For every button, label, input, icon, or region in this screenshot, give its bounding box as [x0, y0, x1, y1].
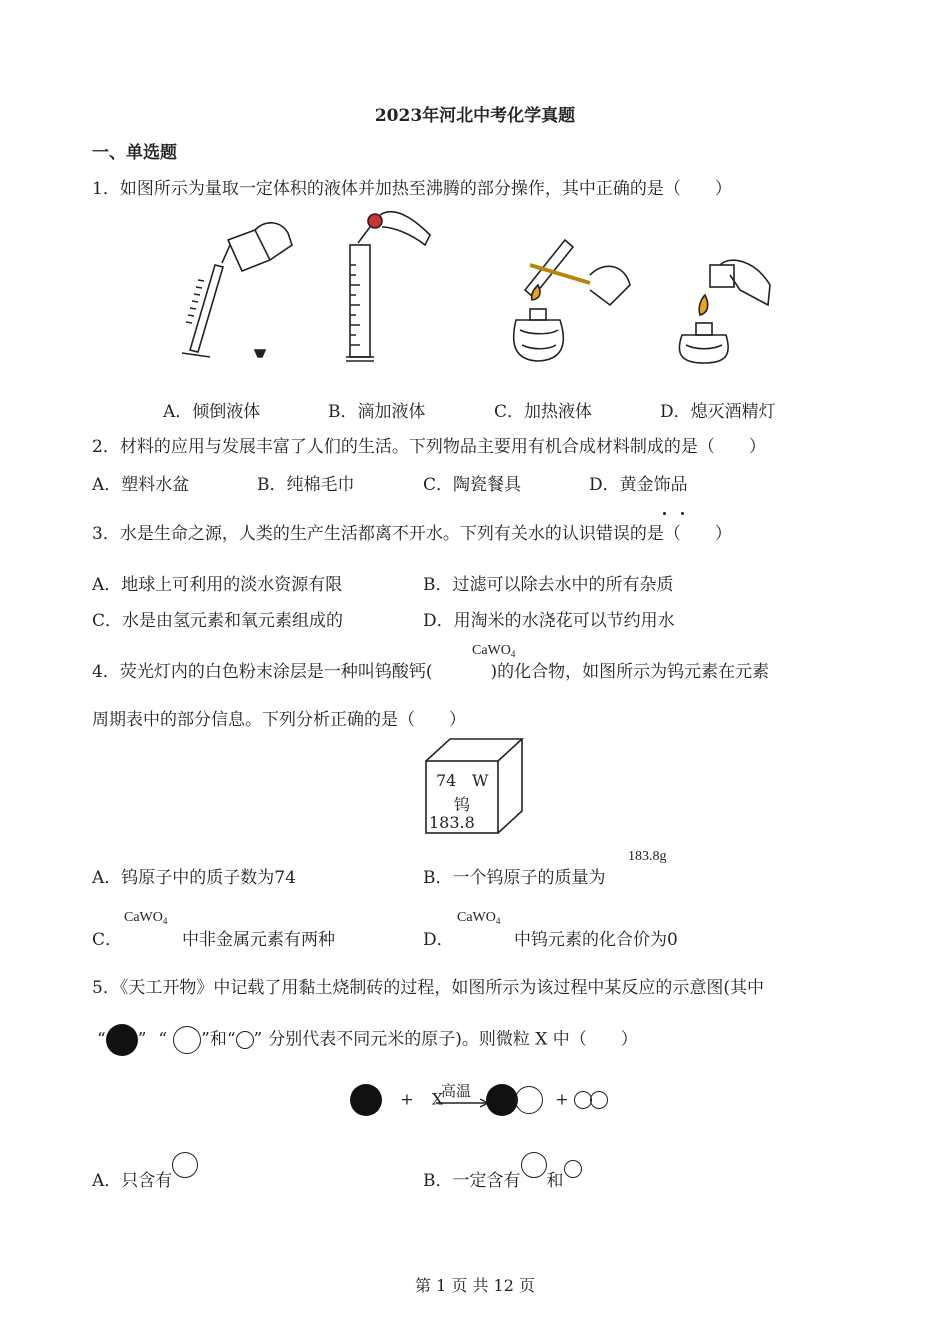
question-5-stem-line2: “ ” “ ”和“ ” 分别代表不同元米的原子)。则微粒 X 中（ ）	[97, 1024, 638, 1056]
q3-option-d: D．用淘米的水浇花可以节约用水	[423, 611, 675, 631]
q1-option-b: B．滴加液体	[328, 402, 426, 422]
q1-option-d: D．熄灭酒精灯	[660, 402, 776, 422]
q5-option-a: A．只含有	[92, 1152, 198, 1191]
small-white-atom-icon	[236, 1031, 254, 1049]
small-white-atom-icon	[574, 1091, 592, 1109]
q2-option-b: B．纯棉毛巾	[257, 475, 355, 495]
question-1-stem: 1．如图所示为量取一定体积的液体并加热至沸腾的部分操作，其中正确的是（ ）	[92, 179, 732, 199]
element-mass: 183.8	[429, 813, 475, 832]
q1-option-a: A．倾倒液体	[163, 402, 261, 422]
q4-option-d-label: D．	[423, 930, 454, 950]
question-2-stem: 2．材料的应用与发展丰富了人们的生活。下列物品主要用有机合成材料制成的是（ ）	[92, 437, 766, 457]
emphasis-dot	[681, 512, 684, 515]
section-heading: 一、单选题	[92, 143, 177, 163]
q1-option-c: C．加热液体	[494, 402, 593, 422]
element-number: 74	[436, 771, 457, 790]
figure-c-heating-liquid	[514, 240, 630, 361]
reaction-arrow	[436, 1098, 492, 1108]
q3-option-b: B．过滤可以除去水中的所有杂质	[423, 575, 674, 595]
small-white-atom-icon	[564, 1160, 582, 1178]
reaction-products: +	[486, 1084, 608, 1120]
q5-option-b: B．一定含有 和	[423, 1152, 582, 1191]
figure-a-pouring-liquid	[182, 223, 292, 357]
q3-option-c: C．水是由氢元素和氧元素组成的	[92, 611, 344, 631]
large-white-atom-icon	[172, 1152, 198, 1178]
q4-option-d-formula: CaWO$_4$	[457, 910, 501, 926]
q2-option-d: D．黄金饰品	[589, 475, 688, 495]
large-white-atom-icon	[173, 1026, 201, 1054]
question-4-stem-line1	[92, 657, 769, 682]
page-title: 2023年河北中考化学真题	[374, 106, 576, 126]
q4-stem-b: )的化合物，如图所示为钨元素在元素	[490, 662, 770, 682]
element-name: 钨	[454, 795, 471, 814]
large-white-atom-icon	[515, 1086, 543, 1114]
large-white-atom-icon	[521, 1152, 547, 1178]
small-white-atom-icon	[590, 1091, 608, 1109]
q4-option-a: A．钨原子中的质子数为74	[92, 868, 296, 888]
q4-formula-cawo4: CaWO$_4$	[472, 643, 516, 659]
q3-option-a: A．地球上可利用的淡水资源有限	[92, 575, 343, 595]
question-3-stem: 3．水是生命之源，人类的生产生活都离不开水。下列有关水的认识错误的是（ ）	[92, 524, 732, 544]
q4-option-c-text: 中非金属元素有两种	[182, 930, 335, 950]
emphasis-dot	[663, 512, 666, 515]
reaction-equation: + X	[350, 1084, 443, 1120]
q4-option-b-mass: 183.8g	[628, 849, 667, 864]
question-1-figure	[170, 205, 790, 375]
q4-option-c-formula: CaWO$_4$	[124, 910, 168, 926]
reaction-condition: 高温	[441, 1082, 472, 1100]
question-4-stem-line2: 周期表中的部分信息。下列分析正确的是（ ）	[92, 710, 466, 730]
black-atom-icon	[106, 1024, 138, 1056]
page-footer: 第 1 页 共 12 页	[415, 1276, 535, 1295]
element-symbol: W	[472, 771, 489, 790]
q4-option-b: B．一个钨原子的质量为	[423, 868, 606, 888]
q4-stem-a: 4．荧光灯内的白色粉末涂层是一种叫钨酸钙(	[92, 662, 433, 682]
q4-option-d-text: 中钨元素的化合价为0	[514, 930, 678, 950]
q2-option-c: C．陶瓷餐具	[423, 475, 522, 495]
black-atom-icon	[350, 1084, 382, 1116]
black-atom-icon	[486, 1084, 518, 1116]
q4-option-c-label: C．	[92, 930, 123, 950]
figure-d-extinguishing-lamp	[679, 260, 770, 363]
figure-b-dropping-liquid	[346, 212, 430, 361]
q2-option-a: A．塑料水盆	[92, 475, 190, 495]
question-5-stem-line1: 5．《天工开物》中记载了用黏土烧制砖的过程，如图所示为该过程中某反应的示意图(其中	[92, 978, 764, 998]
